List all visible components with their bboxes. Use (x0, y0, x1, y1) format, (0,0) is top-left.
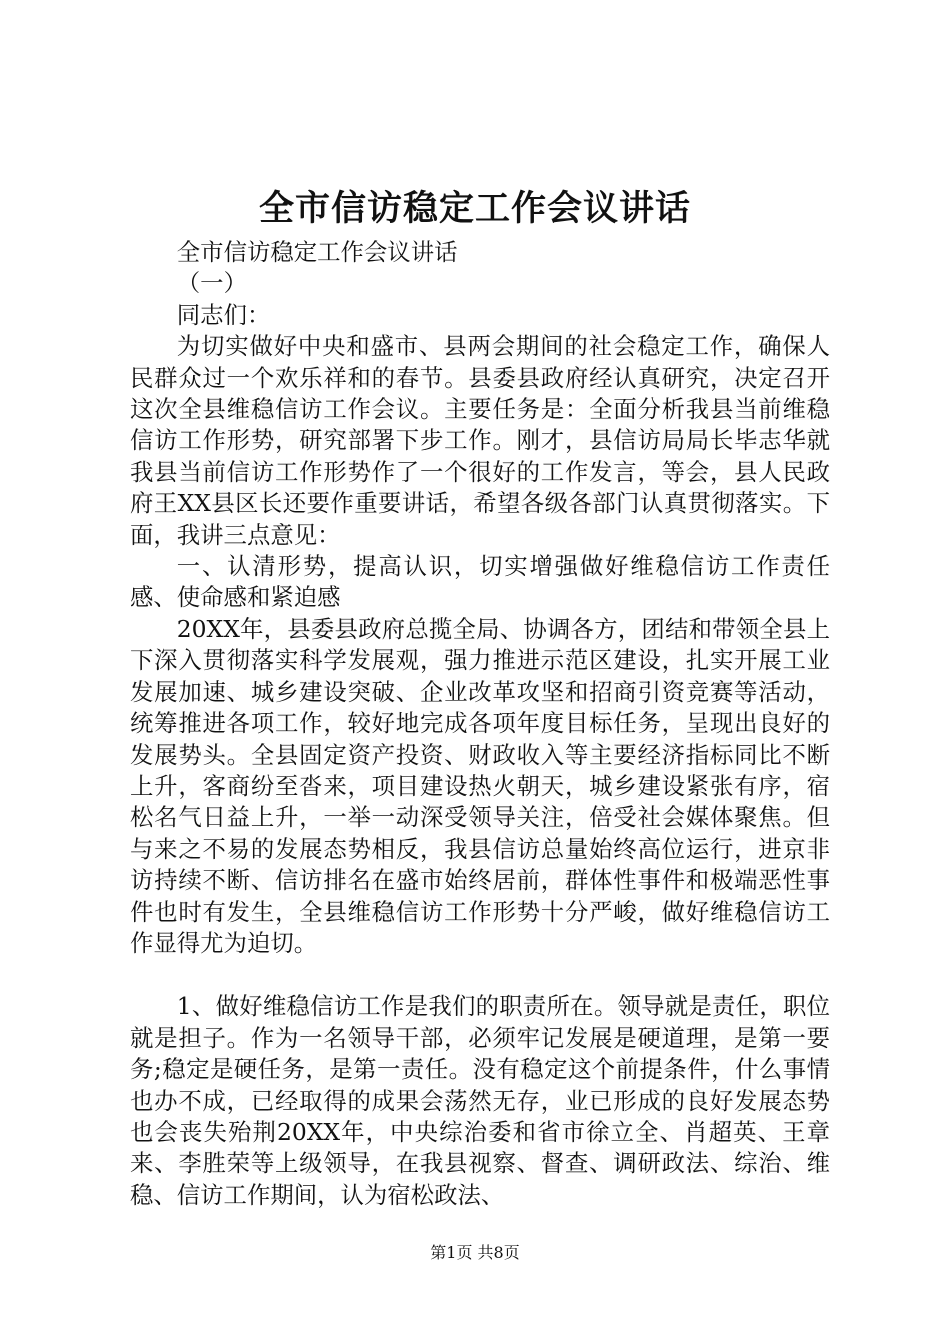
intro-paragraph: 为切实做好中央和盛市、县两会期间的社会稳定工作，确保人民群众过一个欢乐祥和的春节。县委县政府经认真研究，决定召开这次全县维稳信访工作会议。主要任务是：全面分析我县当前维稳信访工作形势，研究部署下步工作。刚才，县信访局局长毕志华就我县当前信访工作形势作了一个很好的工作发言，等会，县人民政府王XX县区长还要作重要讲话，希望各级各部门认真贯彻落实。下面，我讲三点意见： (130, 332, 830, 549)
document-title: 全市信访稳定工作会议讲话 (258, 188, 691, 229)
responsibility-paragraph: 1、做好维稳信访工作是我们的职责所在。领导就是责任，职位就是担子。作为一名领导干部，必须牢记发展是硬道理，是第一要务;稳定是硬任务，是第一责任。没有稳定这个前提条件，什么事情也办不成，已经取得的成果会荡然无存，业已形成的良好发展态势也会丧失殆荆20XX年，中央综治委和省市徐立全、肖超英、王章来、李胜荣等上级领导，在我县视察、督查、调研政法、综治、维稳、信访工作期间，认为宿松政法、 (130, 992, 830, 1209)
section-number-paragraph: （一） (176, 269, 247, 298)
salutation-paragraph: 同志们： (176, 300, 271, 329)
heading-paragraph: 一、认清形势，提高认识，切实增强做好维稳信访工作责任感、使命感和紧迫感 (130, 552, 830, 612)
document-body (130, 237, 830, 1211)
situation-paragraph: 20XX年，县委县政府总揽全局、协调各方，团结和带领全县上下深入贯彻落实科学发展观，强力推进示范区建设，扎实开展工业发展加速、城乡建设突破、企业改革攻坚和招商引资竞赛等活动，统筹推进各项工作，较好地完成各项年度目标任务，呈现出良好的发展势头。全县固定资产投资、财政收入等主要经济指标同比不断上升，客商纷至沓来，项目建设热火朝天，城乡建设紧张有序，宿松名气日益上升，一举一动深受领导关注，倍受社会媒体聚焦。但与来之不易的发展态势相反，我县信访总量始终高位运行，进京非访持续不断、信访排名在盛市始终居前，群体性事件和极端恶性事件也时有发生，全县维稳信访工作形势十分严峻，做好维稳信访工作显得尤为迫切。 (130, 614, 830, 957)
subtitle-paragraph: 全市信访稳定工作会议讲话 (176, 238, 458, 266)
page-footer: 第1页 共8页 (430, 1243, 520, 1262)
